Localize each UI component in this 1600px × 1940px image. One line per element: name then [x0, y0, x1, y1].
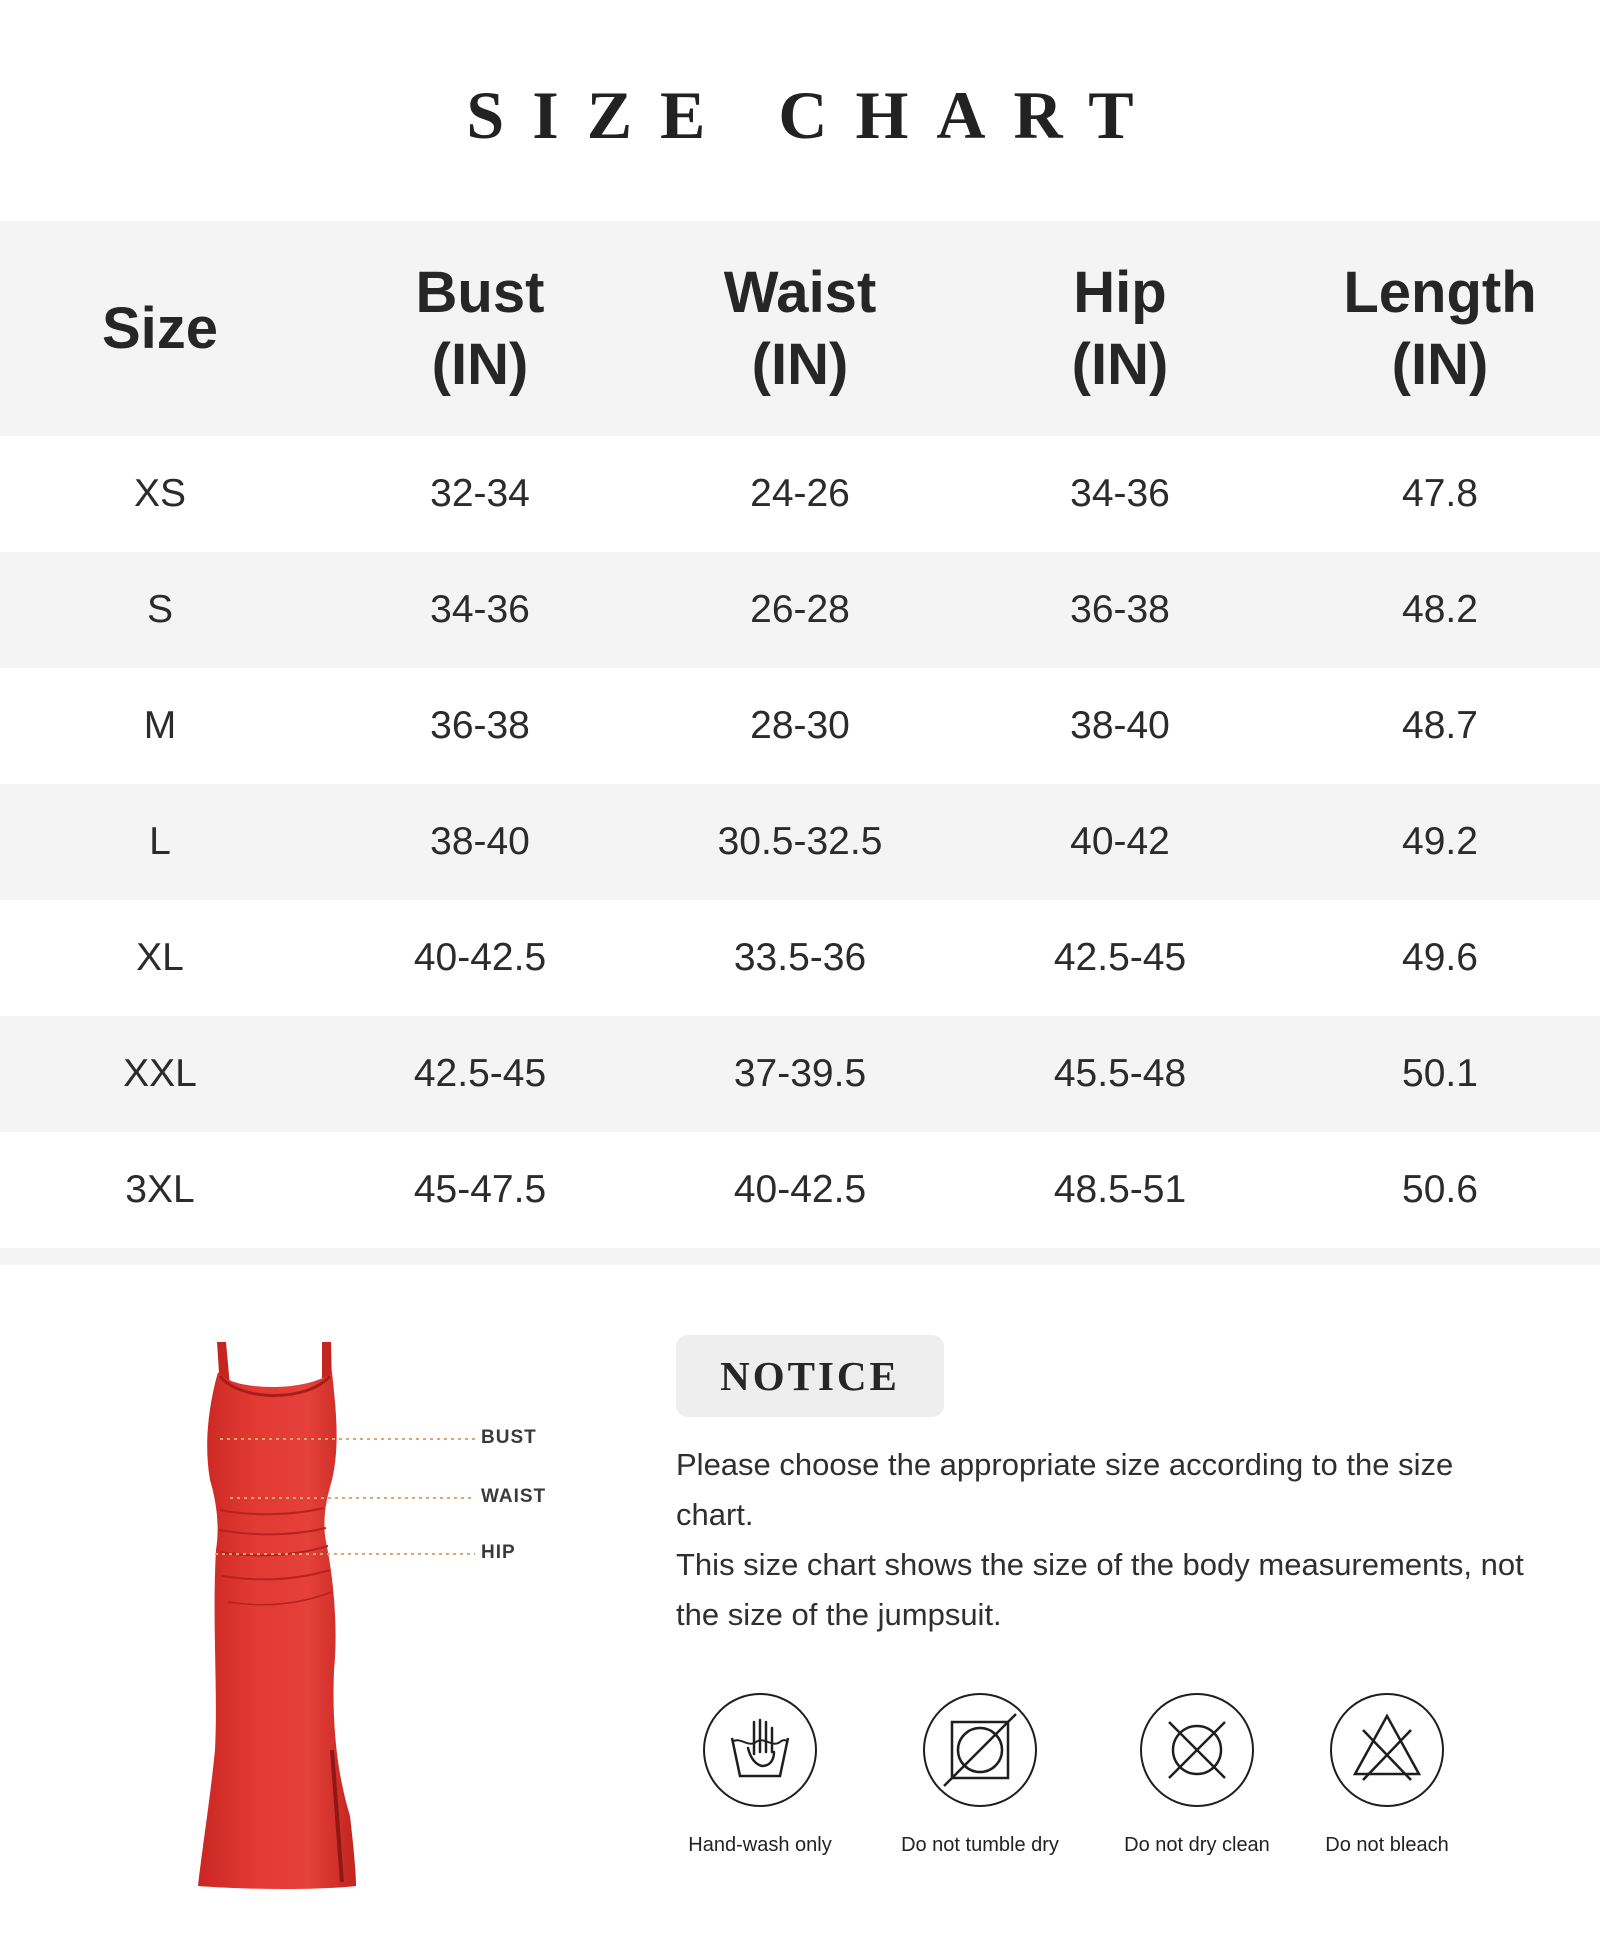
cell-waist: 28-30	[750, 704, 850, 747]
cell-size: L	[149, 820, 171, 863]
cell-length: 49.6	[1402, 936, 1478, 979]
header-label: Size	[101, 295, 219, 361]
no-tumble-dry-icon	[920, 1690, 1040, 1810]
cell-hip: 40-42	[1070, 820, 1170, 863]
table-row	[0, 1016, 1600, 1132]
header-unit: (IN)	[431, 331, 529, 397]
cell-hip: 42.5-45	[1053, 936, 1187, 979]
cell-length: 47.8	[1402, 472, 1478, 515]
cell-size: XS	[133, 472, 187, 515]
page-title: SIZE CHART	[466, 77, 1162, 153]
cell-bust: 40-42.5	[413, 936, 547, 979]
cell-bust: 42.5-45	[413, 1052, 547, 1095]
notice-text	[676, 1440, 1526, 1640]
cell-waist: 33.5-36	[733, 936, 867, 979]
cell-hip: 38-40	[1070, 704, 1170, 747]
cell-hip: 48.5-51	[1053, 1168, 1187, 1211]
dress-illustration	[70, 1330, 590, 1900]
care-label: Do not bleach	[1325, 1834, 1449, 1856]
notice-line: Please choose the appropriate size according to the size chart.	[676, 1447, 1454, 1532]
hip-label: HIP	[481, 1542, 516, 1563]
cell-waist: 30.5-32.5	[717, 820, 883, 863]
care-label: Hand-wash only	[688, 1834, 832, 1856]
notice-line: This size chart shows the size of the body measurements, not the size of the jumpsuit.	[676, 1547, 1524, 1632]
cell-size: M	[143, 704, 177, 747]
cell-hip: 36-38	[1070, 588, 1170, 631]
care-item-no-bleach	[1287, 1690, 1487, 1857]
cell-size: XL	[136, 936, 184, 979]
header-size	[0, 293, 320, 365]
header-label: Hip	[1073, 259, 1167, 325]
table-row	[0, 552, 1600, 668]
table-row	[0, 900, 1600, 1016]
cell-bust: 45-47.5	[413, 1168, 547, 1211]
cell-length: 48.2	[1402, 588, 1478, 631]
cell-bust: 38-40	[430, 820, 530, 863]
cell-size: S	[146, 588, 173, 631]
cell-length: 49.2	[1402, 820, 1478, 863]
dress-diagram	[70, 1330, 590, 1900]
header-unit: (IN)	[751, 331, 849, 397]
waist-label: WAIST	[481, 1486, 547, 1507]
cell-bust: 34-36	[430, 588, 530, 631]
header-unit: (IN)	[1391, 331, 1489, 397]
header-label: Length	[1343, 259, 1537, 325]
table-row	[0, 668, 1600, 784]
header-label: Bust	[415, 259, 545, 325]
notice-heading: NOTICE	[676, 1335, 944, 1417]
table-row	[0, 1132, 1600, 1248]
care-label: Do not dry clean	[1124, 1834, 1270, 1856]
cell-length: 50.6	[1402, 1168, 1478, 1211]
table-row	[0, 436, 1600, 552]
cell-hip: 34-36	[1070, 472, 1170, 515]
cell-hip: 45.5-48	[1053, 1052, 1187, 1095]
care-label: Do not tumble dry	[901, 1834, 1059, 1856]
cell-waist: 26-28	[750, 588, 850, 631]
cell-length: 48.7	[1402, 704, 1478, 747]
hand-wash-icon	[700, 1690, 820, 1810]
table-bottom-band	[0, 1248, 1600, 1265]
cell-length: 50.1	[1402, 1052, 1478, 1095]
bust-label: BUST	[481, 1427, 537, 1448]
cell-waist: 40-42.5	[733, 1168, 867, 1211]
no-dry-clean-icon	[1137, 1690, 1257, 1810]
header-length	[1280, 257, 1600, 401]
table-header-row	[0, 221, 1600, 436]
table-row	[0, 784, 1600, 900]
cell-bust: 32-34	[430, 472, 530, 515]
cell-size: 3XL	[125, 1168, 195, 1211]
header-label: Waist	[723, 259, 877, 325]
header-unit: (IN)	[1071, 331, 1169, 397]
care-item-no-dry-clean	[1097, 1690, 1297, 1857]
header-bust	[320, 257, 640, 401]
header-hip	[960, 257, 1280, 401]
size-table	[0, 221, 1600, 1265]
no-bleach-icon	[1327, 1690, 1447, 1810]
care-item-hand-wash	[660, 1690, 860, 1857]
cell-waist: 24-26	[750, 472, 850, 515]
cell-bust: 36-38	[430, 704, 530, 747]
dress-body	[198, 1372, 356, 1889]
cell-waist: 37-39.5	[733, 1052, 867, 1095]
care-item-no-tumble-dry	[880, 1690, 1080, 1857]
header-waist	[640, 257, 960, 401]
cell-size: XXL	[123, 1052, 197, 1095]
